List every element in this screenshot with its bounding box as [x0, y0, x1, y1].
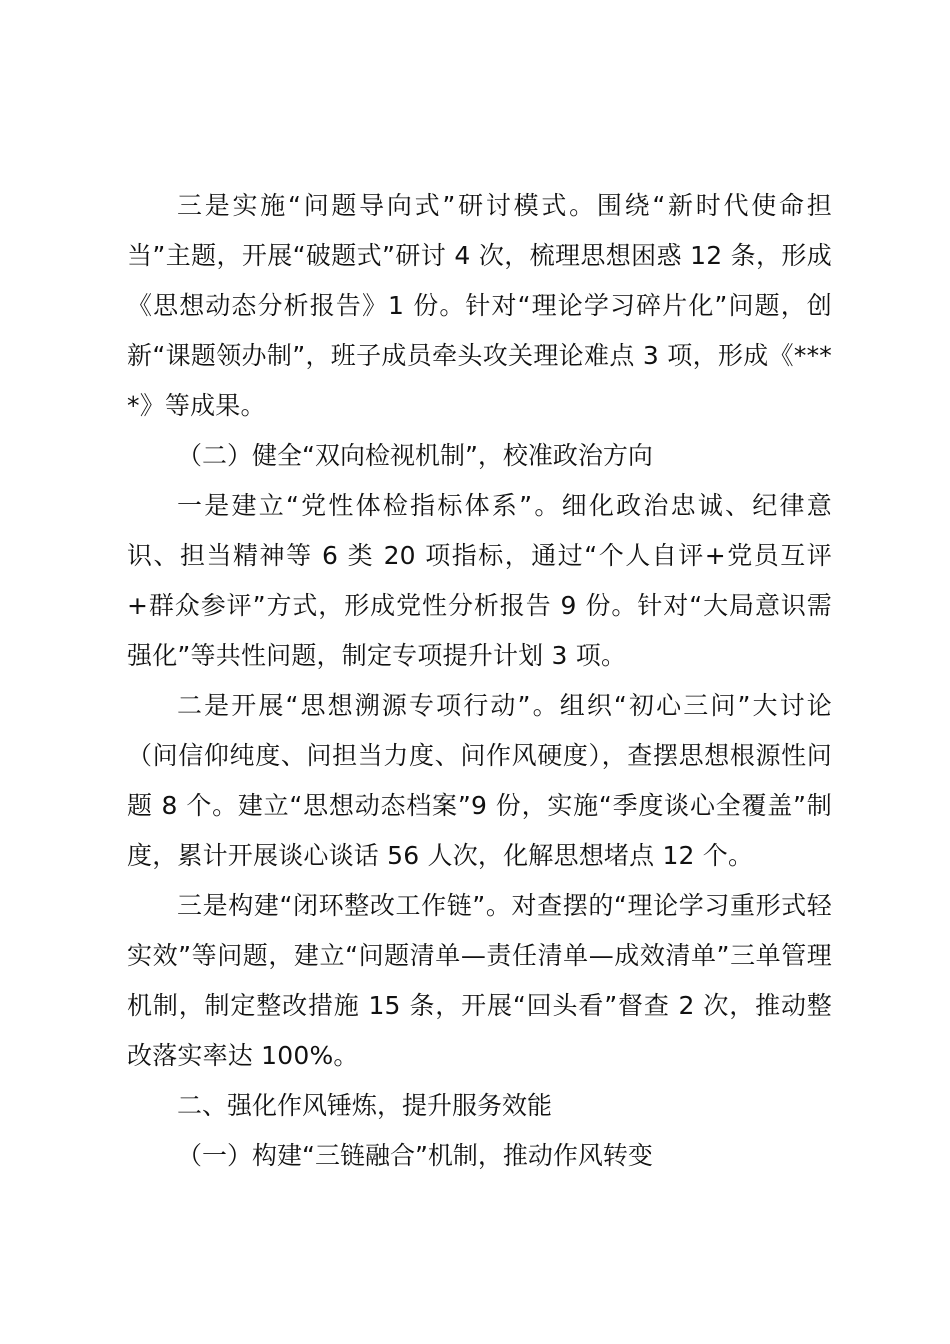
section-heading-2-2: （二）健全“双向检视机制”，校准政治方向: [177, 441, 653, 470]
section-heading-2-1: （一）构建“三链融合”机制，推动作风转变: [177, 1141, 653, 1170]
paragraph-review-one: 一是建立“党性体检指标体系”。细化政治忠诚、纪律意识、担当精神等 6 类 20 项指标，通过“个人自评+党员互评+群众参评”方式，形成党性分析报告 9 份。针对“大局意识需强化”等共性问题，制定专项提升计划 3 项。: [127, 491, 832, 670]
paragraph-practice-three: 三是实施“问题导向式”研讨模式。围绕“新时代使命担当”主题，开展“破题式”研讨 4 次，梳理思想困惑 12 条，形成《思想动态分析报告》1 份。针对“理论学习碎片化”问题，创新“课题领办制”，班子成员牵头攻关理论难点 3 项，形成《****》等成果。: [127, 191, 832, 420]
document-page: [127, 181, 832, 1181]
section-heading-2: 二、强化作风锤炼，提升服务效能: [177, 1091, 553, 1120]
paragraph-review-two: 二是开展“思想溯源专项行动”。组织“初心三问”大讨论（问信仰纯度、问担当力度、问作风硬度），查摆思想根源性问题 8 个。建立“思想动态档案”9 份，实施“季度谈心全覆盖”制度，累计开展谈心谈话 56 人次，化解思想堵点 12 个。: [127, 691, 832, 870]
paragraph-review-three: 三是构建“闭环整改工作链”。对查摆的“理论学习重形式轻实效”等问题，建立“问题清单—责任清单—成效清单”三单管理机制，制定整改措施 15 条，开展“回头看”督查 2 次，推动整改落实率达 100%。: [127, 891, 832, 1070]
